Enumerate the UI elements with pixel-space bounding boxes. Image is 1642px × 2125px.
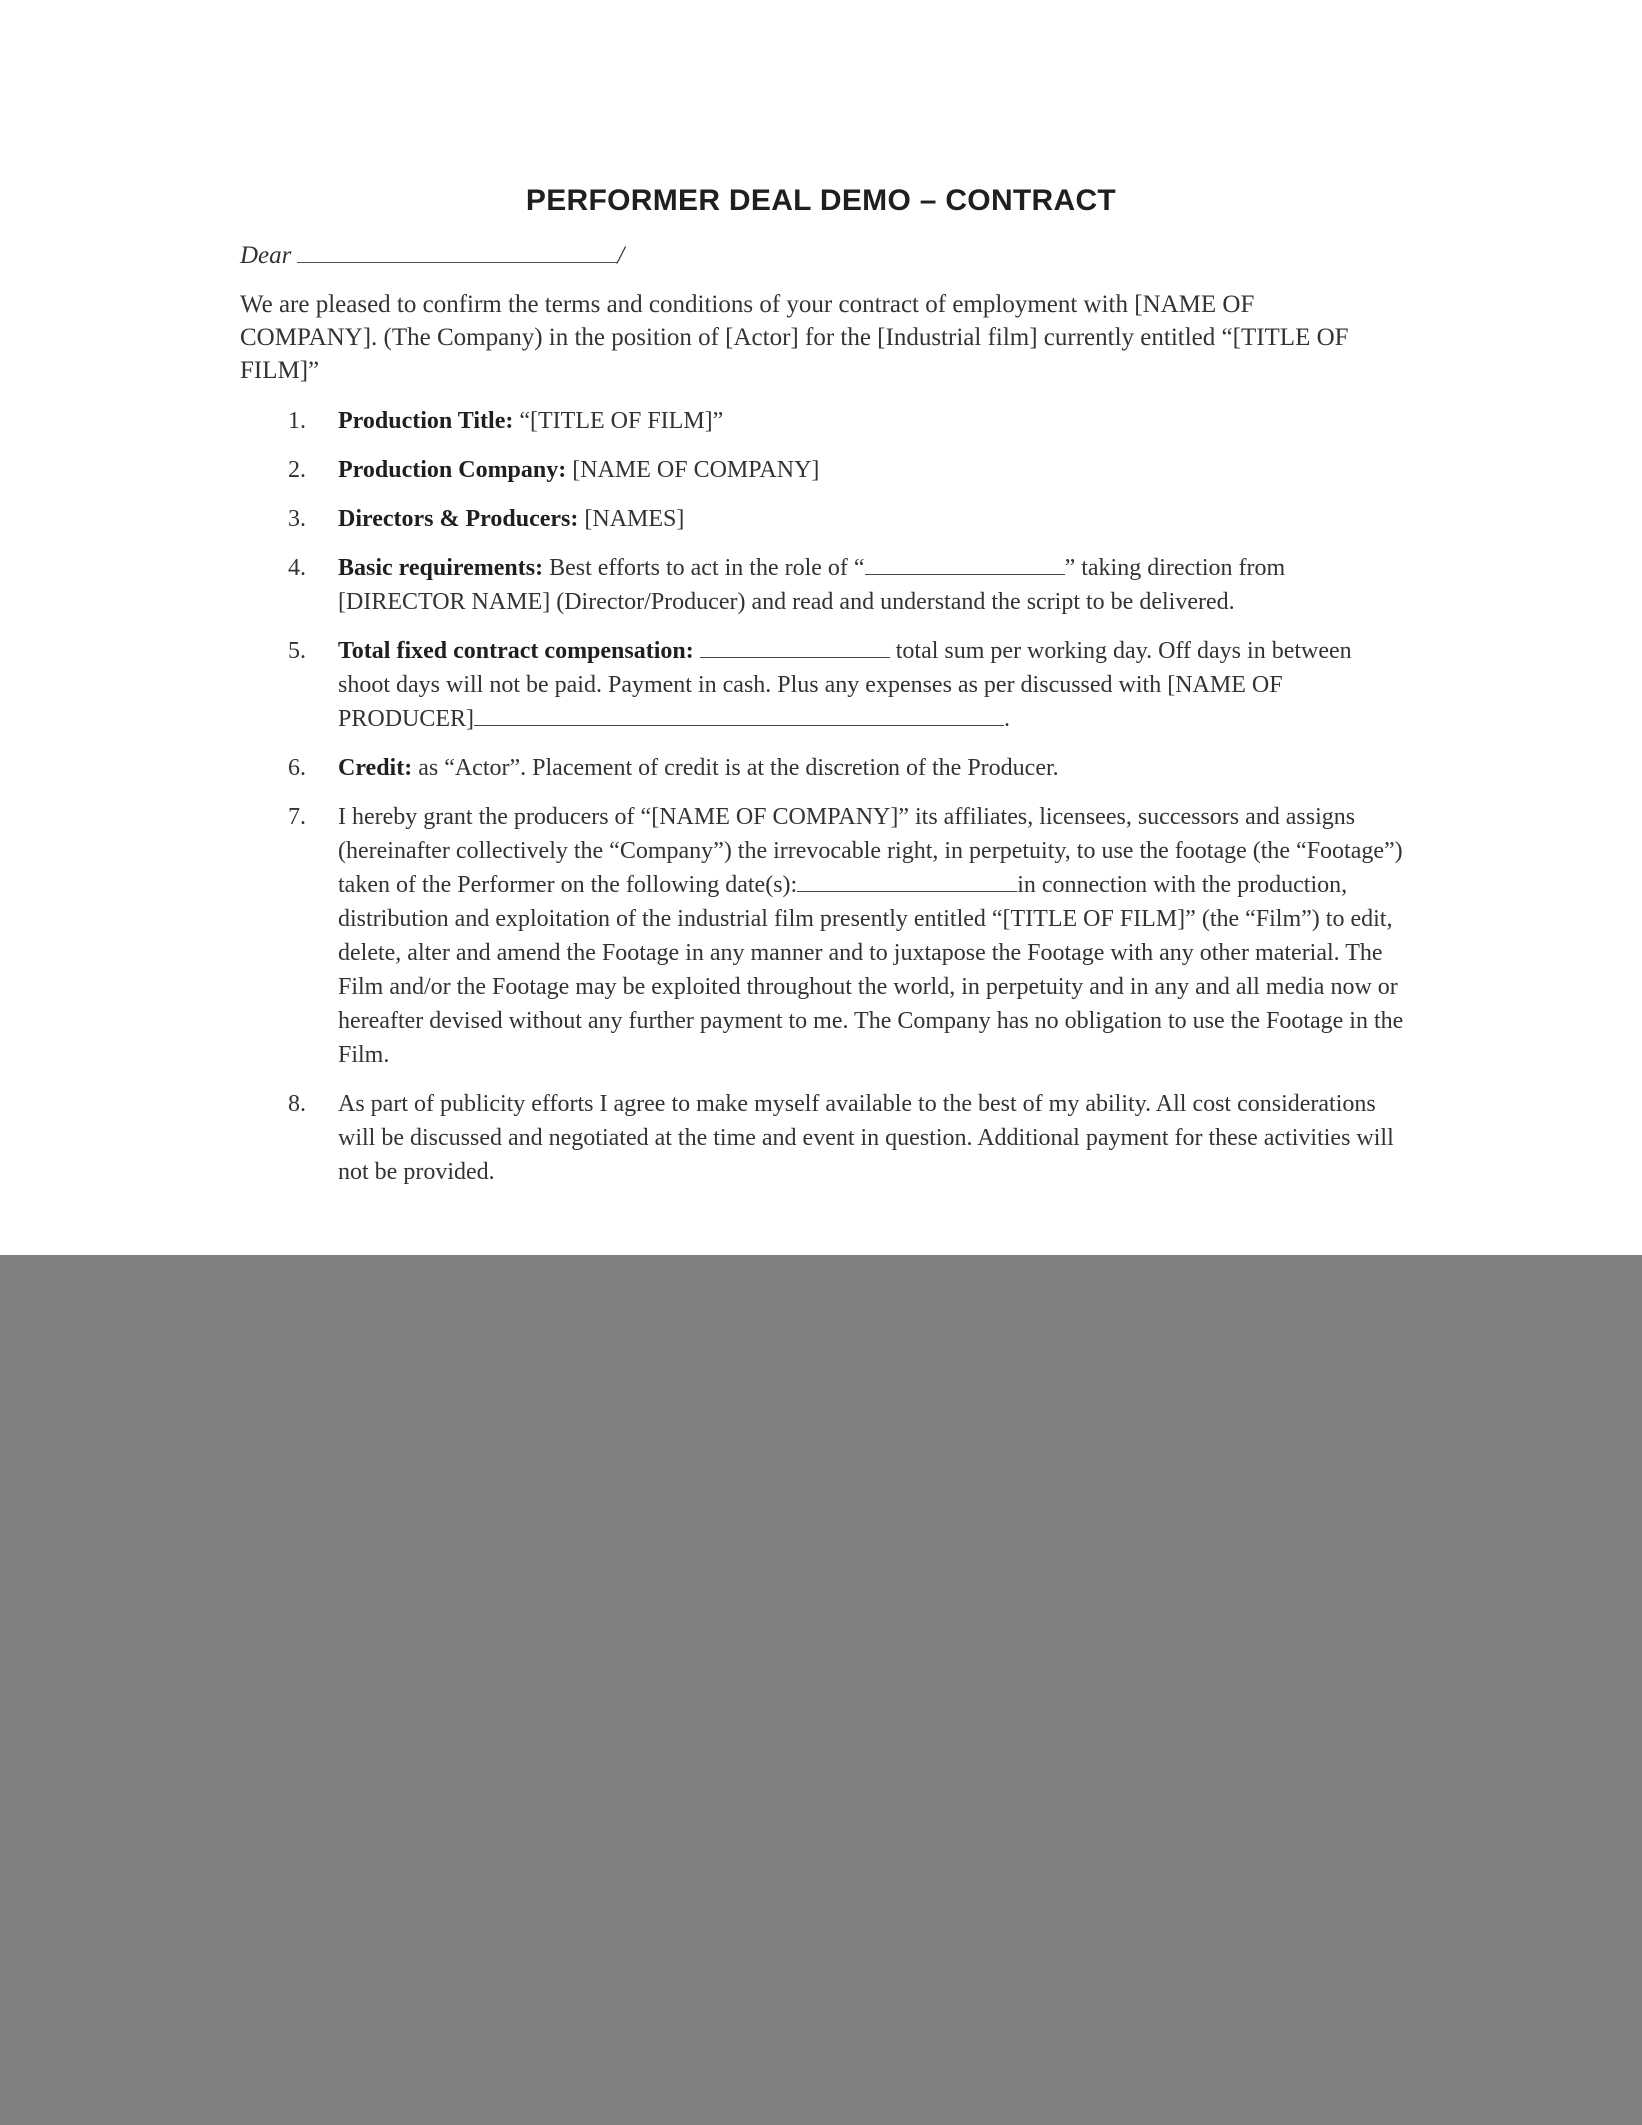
clause-text-continued: . bbox=[1004, 706, 1011, 732]
clause-number: 7. bbox=[288, 804, 306, 830]
preview-overlay bbox=[0, 1255, 1642, 2125]
salutation-blank bbox=[297, 240, 617, 263]
clause-text: [NAME OF COMPANY] bbox=[572, 457, 820, 483]
intro-paragraph: We are pleased to confirm the terms and conditions of your contract of employment with [NAME OF COMPANY]. (The Company) in the position of [Actor] for the [Industrial film] currently entitled “[TITLE OF FILM]” bbox=[240, 291, 1349, 384]
expenses-blank bbox=[474, 703, 1004, 726]
dates-blank bbox=[797, 869, 1017, 892]
clause-lead: Credit: bbox=[338, 755, 413, 781]
clause-number: 6. bbox=[288, 755, 306, 781]
clause-footage-rights bbox=[240, 800, 1405, 1072]
clause-basic-requirements bbox=[240, 551, 1405, 619]
clause-compensation bbox=[240, 634, 1405, 736]
document-title: PERFORMER DEAL DEMO – CONTRACT bbox=[525, 184, 1117, 217]
clause-production-company bbox=[240, 453, 1405, 487]
clause-text-continued: ” taking direction from [DIRECTOR NAME] (Director/Producer) and read and understand the script to be delivered. bbox=[338, 555, 1286, 615]
salutation-line bbox=[240, 240, 624, 270]
role-blank bbox=[865, 552, 1065, 575]
clause-lead: Production Title: bbox=[338, 408, 514, 434]
clause-text: as “Actor”. Placement of credit is at the discretion of the Producer. bbox=[418, 755, 1059, 781]
clause-publicity bbox=[240, 1087, 1405, 1189]
clause-text: Best efforts to act in the role of “ bbox=[549, 555, 865, 581]
clause-lead: Production Company: bbox=[338, 457, 567, 483]
clause-lead: Total fixed contract compensation: bbox=[338, 638, 694, 664]
salutation-text: Dear bbox=[240, 242, 292, 269]
clause-list bbox=[240, 404, 1405, 1204]
clause-text: I hereby grant the producers of “[NAME OF COMPANY]” its affiliates, licensees, successors and assigns (hereinafter collectively the “Company”) the irrevocable right, in perpetuity, to use the footage (the “Footage”) taken of the Performer on the following date(s): bbox=[338, 804, 1403, 898]
clause-number: 8. bbox=[288, 1091, 306, 1117]
clause-number: 4. bbox=[288, 555, 306, 581]
compensation-blank bbox=[700, 635, 890, 658]
clause-text: As part of publicity efforts I agree to make myself available to the best of my ability. All cost considerations will be discussed and negotiated at the time and event in question. Additional payment for these activities will not be provided. bbox=[338, 1091, 1394, 1185]
clause-number: 5. bbox=[288, 638, 306, 664]
clause-number: 3. bbox=[288, 506, 306, 532]
clause-text: [NAMES] bbox=[584, 506, 685, 532]
clause-number: 2. bbox=[288, 457, 306, 483]
clause-number: 1. bbox=[288, 408, 306, 434]
clause-lead: Directors & Producers: bbox=[338, 506, 579, 532]
clause-credit bbox=[240, 751, 1405, 785]
clause-lead: Basic requirements: bbox=[338, 555, 544, 581]
clause-directors-producers bbox=[240, 502, 1405, 536]
clause-text: “[TITLE OF FILM]” bbox=[519, 408, 724, 434]
clause-text: total sum per working day. Off days in between shoot days will not be paid. Payment in cash. Plus any expenses as per discussed with [NAME OF PRODUCER] bbox=[338, 638, 1352, 732]
clause-text-continued: in connection with the production, distribution and exploitation of the industrial film presently entitled “[TITLE OF FILM]” (the “Film”) to edit, delete, alter and amend the Footage in any manner and to juxtapose the Footage with any other material. The Film and/or the Footage may be exploited throughout the world, in perpetuity and in any and all media now or hereafter devised without any further payment to me. The Company has no obligation to use the Footage in the Film. bbox=[338, 872, 1404, 1068]
salutation-end: / bbox=[617, 242, 625, 269]
clause-production-title bbox=[240, 404, 1405, 438]
